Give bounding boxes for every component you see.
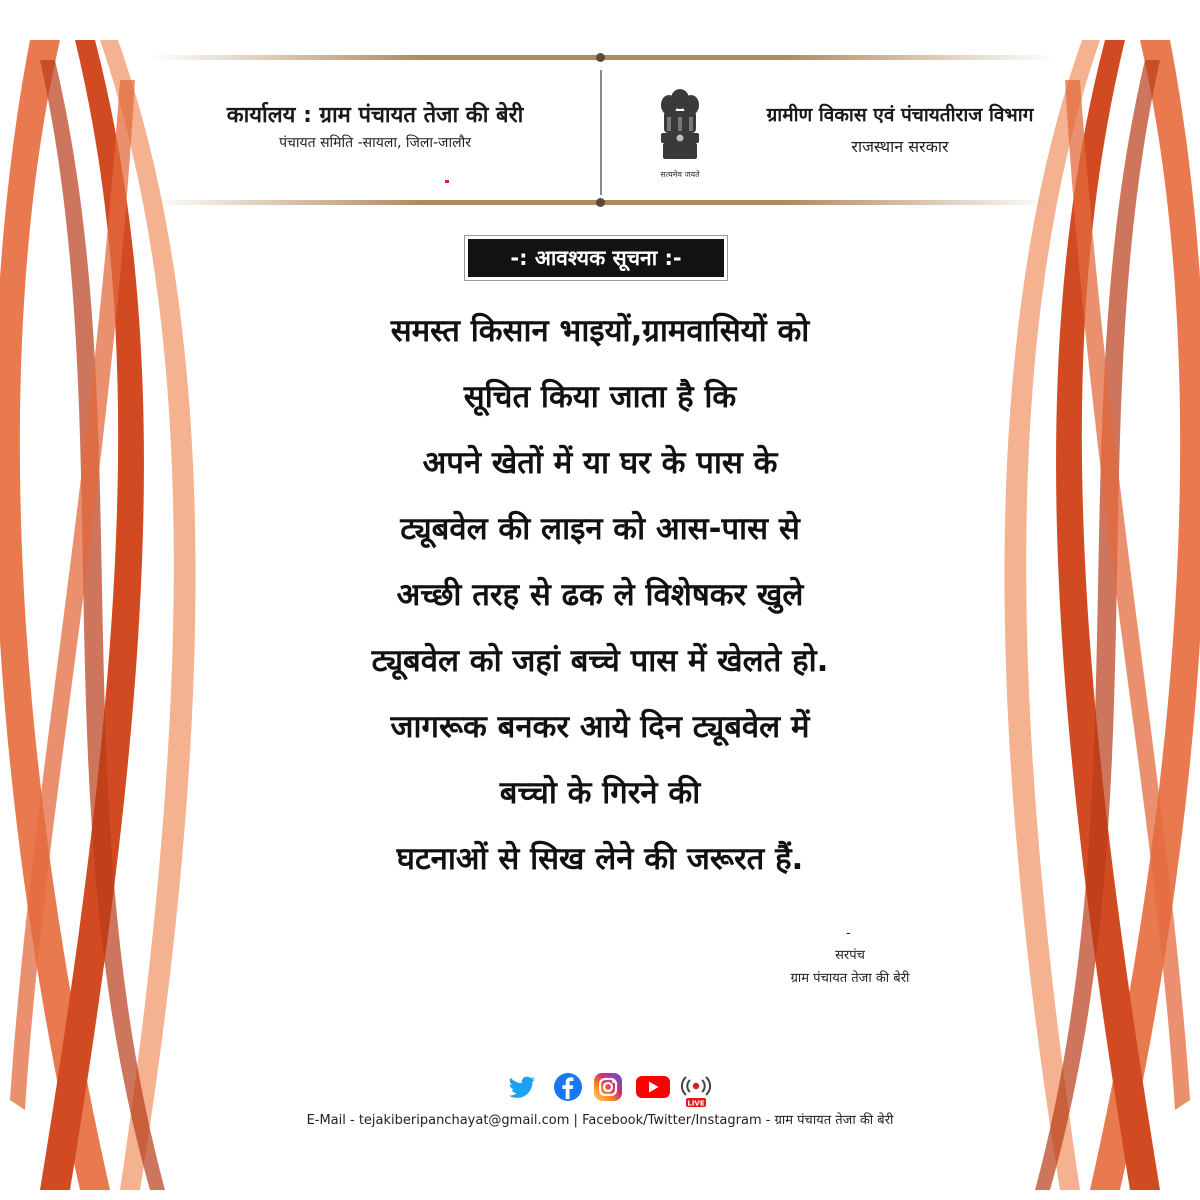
signature-title: सरपंच: [835, 948, 865, 963]
twitter-icon[interactable]: [507, 1072, 537, 1102]
notice-line: बच्चो के गिरने की: [499, 775, 701, 811]
live-label: LIVE: [687, 1099, 705, 1108]
header-banner: [150, 45, 1055, 215]
signature-dash: -: [846, 926, 851, 941]
signature-organization: ग्राम पंचायत तेजा की बेरी: [790, 971, 910, 986]
notice-badge: -: आवश्यक सूचना :-: [465, 236, 727, 280]
social-icons: [505, 1070, 715, 1108]
office-subtitle: पंचायत समिति -सायला, जिला-जालौर: [279, 135, 471, 151]
youtube-icon[interactable]: [635, 1072, 671, 1102]
notice-line: ट्यूबवेल की लाइन को आस-पास से: [400, 511, 800, 547]
instagram-icon[interactable]: [593, 1072, 623, 1102]
header-top-dot: [596, 53, 605, 62]
notice-line: अपने खेतों में या घर के पास के: [422, 445, 778, 481]
notice-line: ट्यूबवेल को जहां बच्चे पास में खेलते हो.: [371, 643, 829, 679]
emblem-motto: सत्यमेव जयते: [660, 170, 700, 179]
notice-line: समस्त किसान भाइयों,ग्रामवासियों को: [390, 313, 810, 349]
office-title: कार्यालय : ग्राम पंचायत तेजा की बेरी: [226, 103, 524, 128]
notice-line: सूचित किया जाता है कि: [463, 379, 737, 415]
live-icon[interactable]: [679, 1072, 713, 1108]
ashoka-emblem-icon: [655, 85, 705, 180]
red-mark: [445, 180, 449, 183]
header-vertical-divider: [600, 70, 602, 195]
facebook-icon[interactable]: [553, 1072, 583, 1102]
department-title: ग्रामीण विकास एवं पंचायतीराज विभाग: [766, 104, 1034, 126]
notice-line: अच्छी तरह से ढक ले विशेषकर खुले: [396, 577, 804, 613]
header-bottom-dot: [596, 198, 605, 207]
footer-contact: E-Mail - tejakiberipanchayat@gmail.com | Facebook/Twitter/Instagram - ग्राम पंचायत तेजा की बेरी: [306, 1113, 894, 1128]
notice-line: घटनाओं से सिख लेने की जरूरत हैं.: [396, 841, 804, 877]
notice-message: [240, 305, 960, 899]
notice-line: जागरूक बनकर आये दिन ट्यूबवेल में: [390, 709, 810, 745]
department-subtitle: राजस्थान सरकार: [851, 137, 949, 156]
